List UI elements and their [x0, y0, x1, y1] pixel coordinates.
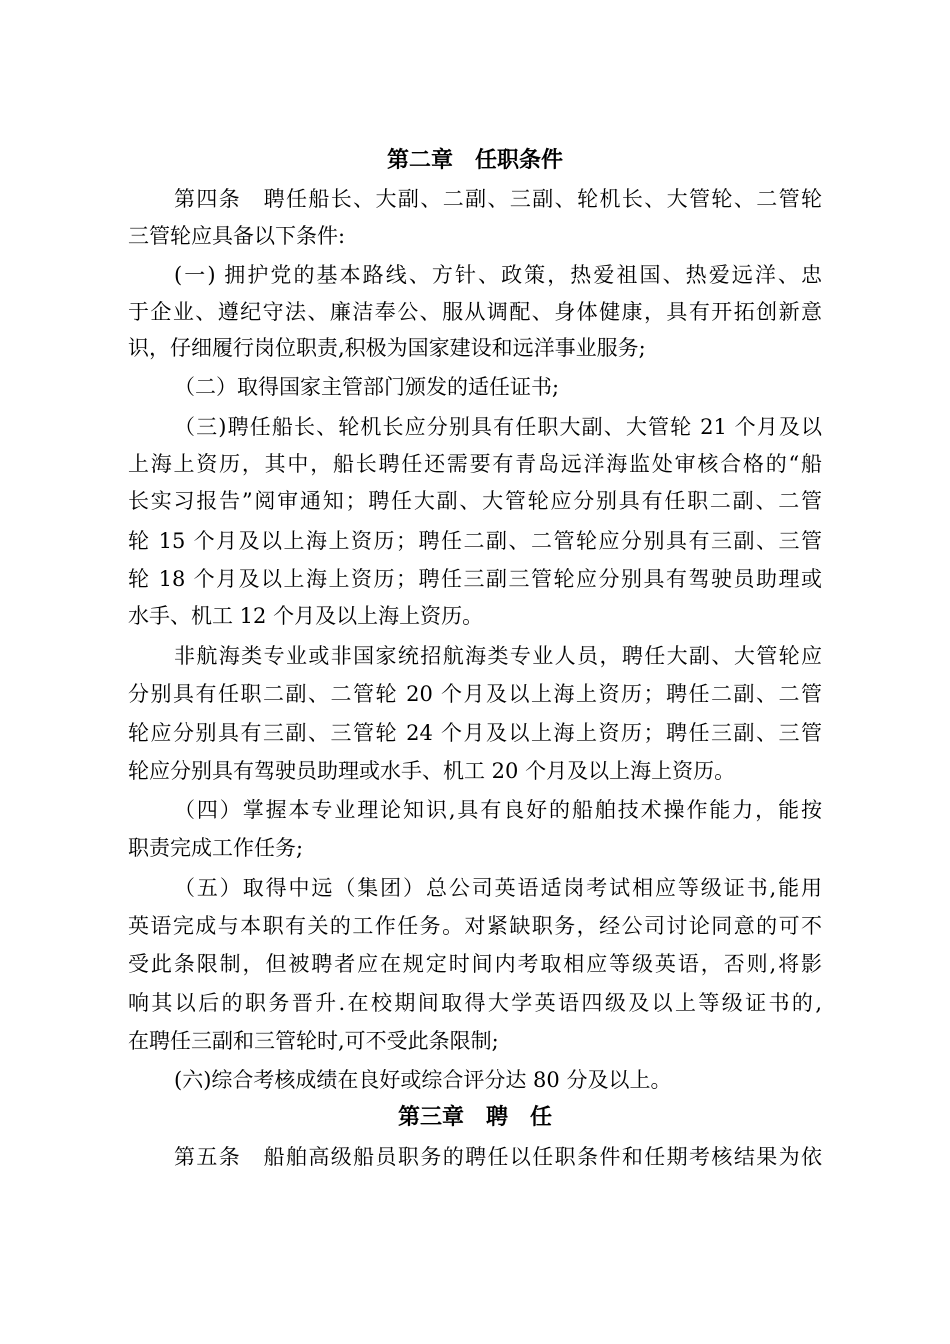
- non-nautical-line-4: 轮应分别具有驾驶员助理或水手、机工 20 个月及以上海上资历。: [128, 759, 736, 783]
- item-5-line-1: （五）取得中远（集团）总公司英语适岗考试相应等级证书,能用: [174, 876, 822, 900]
- item-1-line-2: 于企业、遵纪守法、廉洁奉公、服从调配、身体健康，具有开拓创新意: [128, 300, 822, 324]
- non-nautical-line-1: 非航海类专业或非国家统招航海类专业人员，聘任大副、大管轮应: [174, 644, 822, 668]
- item-3-line-5: 轮 18 个月及以上海上资历；聘任三副三管轮应分别具有驾驶员助理或: [128, 567, 822, 591]
- item-4-line-1: （四）掌握本专业理论知识,具有良好的船舶技术操作能力，能按: [174, 798, 822, 822]
- item-3-line-6: 水手、机工 12 个月及以上海上资历。: [128, 604, 484, 628]
- item-3-line-1: （三)聘任船长、轮机长应分别具有任职大副、大管轮 21 个月及以: [174, 415, 822, 439]
- item-5-line-3: 受此条限制，但被聘者应在规定时间内考取相应等级英语，否则,将影: [128, 952, 822, 976]
- article-4-line-2: 三管轮应具备以下条件:: [128, 224, 346, 248]
- article-5-line-1: 第五条 船舶高级船员职务的聘任以任职条件和任期考核结果为依: [174, 1145, 822, 1169]
- item-1-line-3: 识，仔细履行岗位职责,积极为国家建设和远洋事业服务;: [128, 336, 646, 360]
- item-3-line-3: 长实习报告”阅审通知；聘任大副、大管轮应分别具有任职二副、二管: [128, 489, 822, 513]
- item-4-line-2: 职责完成工作任务;: [128, 836, 304, 860]
- item-3-line-2: 上海上资历，其中，船长聘任还需要有青岛远洋海监处审核合格的“船: [128, 452, 822, 476]
- item-1-line-1: (一) 拥护党的基本路线、方针、政策，热爱祖国、热爱远洋、忠: [174, 263, 822, 287]
- item-5-line-2: 英语完成与本职有关的工作任务。对紧缺职务，经公司讨论同意的可不: [128, 914, 822, 938]
- non-nautical-line-2: 分别具有任职二副、二管轮 20 个月及以上海上资历；聘任二副、二管: [128, 682, 822, 706]
- chapter-3-heading: 第三章 聘 任: [397, 1104, 552, 1130]
- item-5-line-5: 在聘任三副和三管轮时,可不受此条限制;: [128, 1029, 499, 1053]
- chapter-2-heading: 第二章 任职条件: [386, 147, 563, 173]
- article-4-line-1: 第四条 聘任船长、大副、二副、三副、轮机长、大管轮、二管轮: [174, 187, 822, 211]
- item-5-line-4: 响其以后的职务晋升.在校期间取得大学英语四级及以上等级证书的,: [128, 991, 822, 1015]
- non-nautical-line-3: 轮应分别具有三副、三管轮 24 个月及以上海上资历；聘任三副、三管: [128, 721, 822, 745]
- item-2-line-1: （二）取得国家主管部门颁发的适任证书;: [174, 375, 560, 399]
- item-6-line-1: (六)综合考核成绩在良好或综合评分达 80 分及以上。: [174, 1068, 672, 1092]
- item-3-line-4: 轮 15 个月及以上海上资历；聘任二副、二管轮应分别具有三副、三管: [128, 529, 822, 553]
